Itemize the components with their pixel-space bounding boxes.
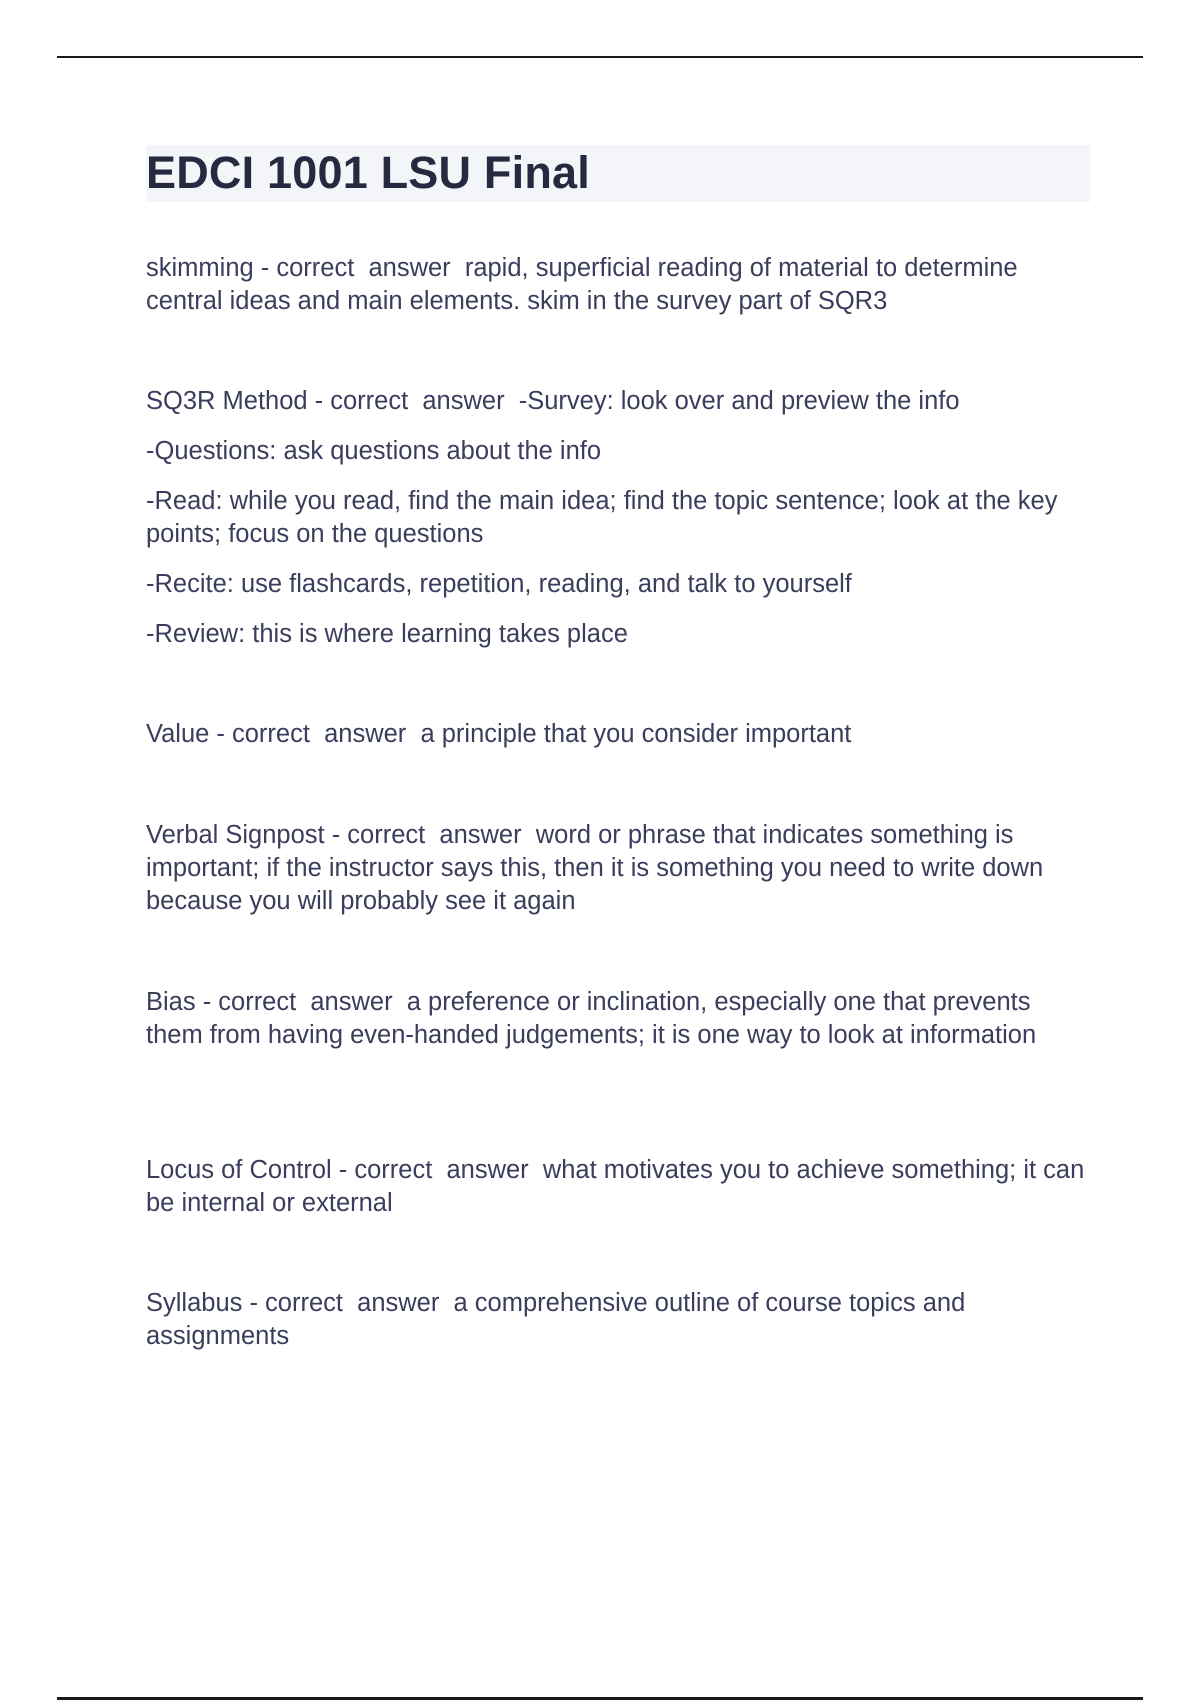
entry-definition: a principle that you consider important bbox=[420, 720, 852, 748]
entry-definition: -Survey: look over and preview the info bbox=[518, 387, 960, 415]
flashcard-entry-bias bbox=[146, 986, 1090, 1052]
entry-separator: - correct answer bbox=[253, 254, 465, 282]
entry-line: -Review: this is where learning takes place bbox=[146, 620, 628, 648]
entry-line bbox=[146, 819, 1090, 918]
flashcard-entry-syllabus bbox=[146, 1287, 1090, 1353]
entry-line bbox=[146, 385, 1090, 418]
top-rule bbox=[57, 56, 1143, 58]
entry-separator: - correct answer bbox=[324, 821, 536, 849]
entry-definition: word or phrase that indicates something is important; if the instructor says this, then it is something you need to write down because you will probably see it again bbox=[146, 821, 1044, 915]
page-title: EDCI 1001 LSU Final bbox=[146, 147, 590, 198]
entry-line bbox=[146, 252, 1090, 318]
entry-term: Locus of Control bbox=[146, 1156, 332, 1184]
entry-definition: a comprehensive outline of course topics and assignments bbox=[146, 1289, 966, 1350]
entry-term: skimming bbox=[146, 254, 254, 282]
entry-line: -Recite: use flashcards, repetition, reading, and talk to yourself bbox=[146, 570, 852, 598]
entry-term: SQ3R Method bbox=[146, 387, 308, 415]
entry-separator: - correct answer bbox=[195, 988, 407, 1016]
entry-definition: what motivates you to achieve something; it can be internal or external bbox=[146, 1156, 1085, 1217]
entry-line: -Read: while you read, find the main idea; find the topic sentence; look at the key points; focus on the questions bbox=[146, 487, 1058, 548]
entry-separator: - correct answer bbox=[307, 387, 519, 415]
flashcard-entry-value bbox=[146, 718, 1090, 751]
entry-separator: - correct answer bbox=[209, 720, 421, 748]
entry-line bbox=[146, 986, 1090, 1052]
entry-line bbox=[146, 1154, 1090, 1220]
entry-line bbox=[146, 718, 1090, 751]
flashcard-entry-locus-of-control bbox=[146, 1154, 1090, 1220]
entry-separator: - correct answer bbox=[331, 1156, 543, 1184]
entry-term: Value bbox=[146, 720, 210, 748]
entry-definition: a preference or inclination, especially one that prevents them from having even-handed judgements; it is one way to look at information bbox=[146, 988, 1037, 1049]
entry-line: -Questions: ask questions about the info bbox=[146, 437, 602, 465]
entry-definition: rapid, superficial reading of material to determine central ideas and main elements. skim in the survey part of SQR3 bbox=[146, 254, 1018, 315]
flashcard-entry-verbal-signpost bbox=[146, 819, 1090, 918]
entry-term: Bias bbox=[146, 988, 196, 1016]
entry-term: Verbal Signpost bbox=[146, 821, 325, 849]
flashcard-entry-skimming bbox=[146, 252, 1090, 318]
flashcard-entry-sq3r bbox=[146, 385, 1090, 651]
entry-separator: - correct answer bbox=[242, 1289, 454, 1317]
entry-term: Syllabus bbox=[146, 1289, 243, 1317]
entry-line bbox=[146, 1287, 1090, 1353]
